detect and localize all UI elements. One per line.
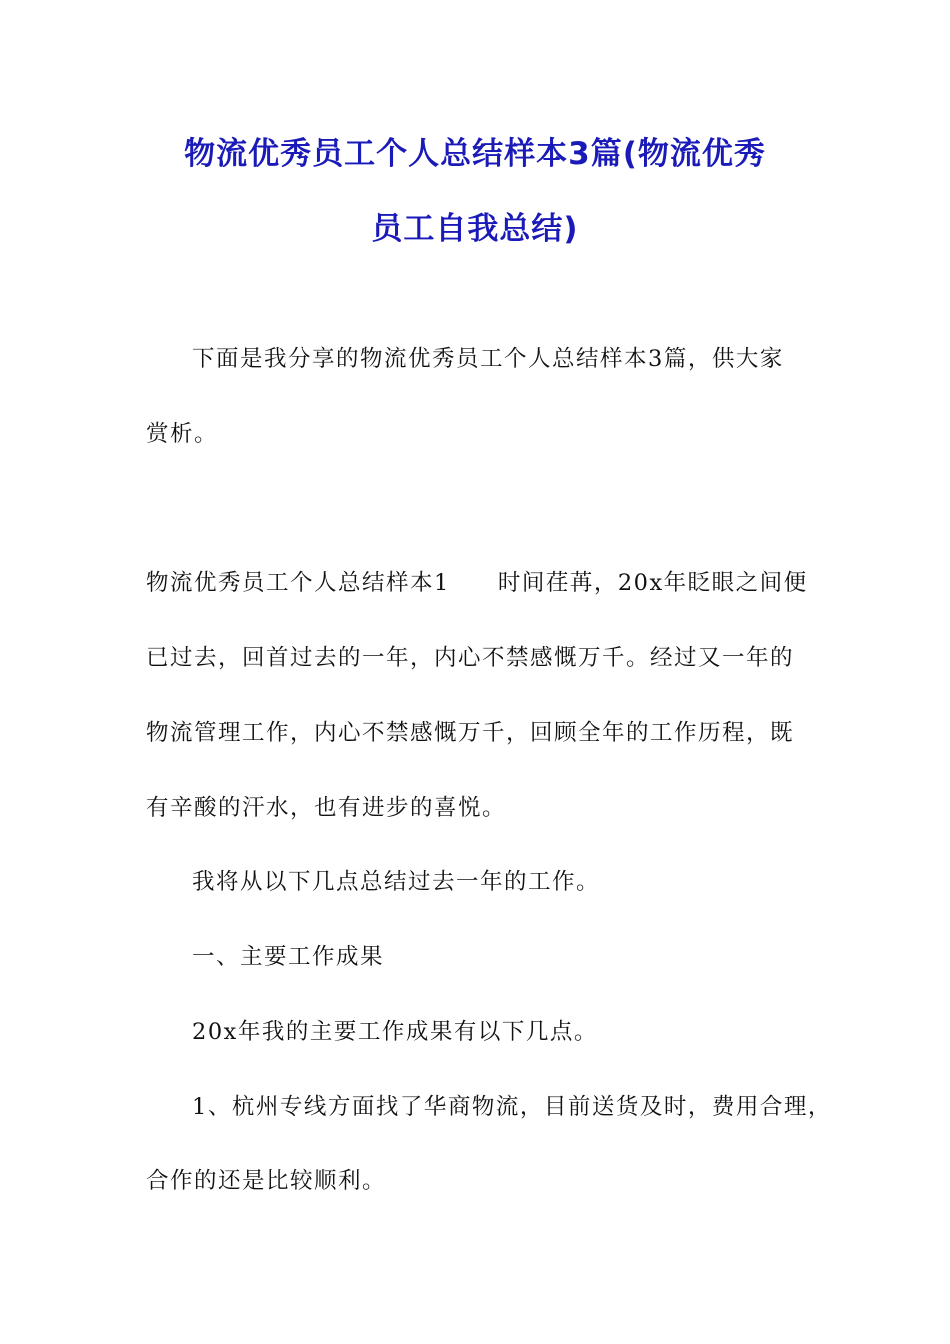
sample-1-text-start: 时间荏苒，20x年眨眼之间便	[497, 570, 808, 596]
sample-1-label: 物流优秀员工个人总结样本1	[146, 570, 450, 596]
section-heading-1: 一、主要工作成果	[192, 944, 385, 970]
document-title-line-2: 员工自我总结)	[371, 211, 579, 247]
paragraph-3: 20x年我的主要工作成果有以下几点。	[192, 1019, 598, 1045]
intro-line-2: 赏析。	[146, 421, 219, 447]
list-item-1-line-1: 1、杭州专线方面找了华商物流，目前送货及时，费用合理，	[192, 1094, 832, 1120]
intro-line-1: 下面是我分享的物流优秀员工个人总结样本3篇，供大家	[192, 346, 784, 372]
paragraph-1-line-4: 有辛酸的汗水，也有进步的喜悦。	[146, 795, 507, 821]
paragraph-1-line-3: 物流管理工作，内心不禁感慨万千，回顾全年的工作历程，既	[146, 720, 795, 746]
sample-1-first-line	[146, 568, 808, 598]
paragraph-1-line-2: 已过去，回首过去的一年，内心不禁感慨万千。经过又一年的	[146, 645, 795, 671]
document-title-line-1: 物流优秀员工个人总结样本3篇(物流优秀	[184, 136, 766, 172]
list-item-1-line-2: 合作的还是比较顺利。	[146, 1168, 387, 1194]
paragraph-2: 我将从以下几点总结过去一年的工作。	[192, 869, 601, 895]
